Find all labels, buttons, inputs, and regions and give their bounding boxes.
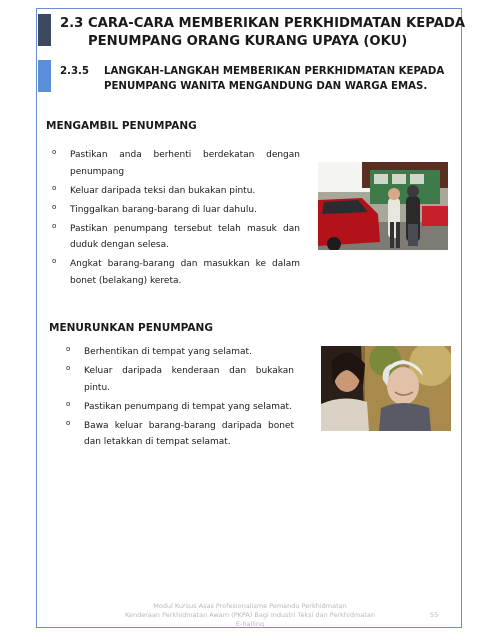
sub-heading-line-1: LANGKAH-LANGKAH MEMBERIKAN PERKHIDMATAN KEPADA [104,66,445,77]
main-heading-line-2: PENUMPANG ORANG KURANG UPAYA (OKU) [88,34,408,49]
bullet-marker: o [52,257,57,265]
section-title-pickup: MENGAMBIL PENUMPANG [46,120,197,132]
list-item: o Berhentikan di tempat yang selamat. [66,345,252,357]
page-frame [36,8,466,628]
bullet-marker: o [52,221,57,230]
dropoff-steps-list [66,344,294,453]
list-item: o Angkat barang-barang dan masukkan ke dalam bonet (belakang) kereta. [52,257,300,286]
sub-heading-number: 2.3.5 [60,66,90,77]
list-item: o Keluar daripada kenderaan dan bukakan pintu. [66,364,294,393]
sub-heading-line-2: PENUMPANG WANITA MENGANDUNG DAN WARGA EMAS. [104,81,428,92]
bullet-marker: o [52,148,57,156]
list-item: o Bawa keluar barang-barang daripada bonet dan letakkan di tempat selamat. [66,418,294,447]
bullet-marker: o [66,345,71,353]
list-item: o Pastikan anda berhenti berdekatan dengan penumpang [52,148,300,177]
bullet-marker: o [66,418,71,427]
bullet-marker: o [66,364,71,372]
section-title-dropoff: MENURUNKAN PENUMPANG [49,322,213,334]
main-heading-line-1: CARA-CARA MEMBERIKAN PERKHIDMATAN KEPADA [88,16,466,31]
bullet-marker: o [52,183,57,192]
bullet-marker: o [66,399,71,408]
elderly-woman-photo [321,346,451,431]
footer-line-3: E-hailing [235,620,265,628]
page-number: 55 [430,611,439,619]
list-item: o Tinggalkan barang-barang di luar dahulu. [52,202,257,215]
list-item: o Pastikan penumpang di tempat yang selamat. [66,399,292,412]
subheading-accent-bar [38,60,51,92]
page-footer [110,602,390,629]
pickup-steps-list [52,147,300,292]
heading-accent-bar [38,14,51,46]
taxi-passenger-photo [318,162,448,250]
bullet-marker: o [52,202,57,211]
list-item: o Pastikan penumpang tersebut telah masuk dan duduk dengan selesa. [52,221,300,250]
list-item: o Keluar daripada teksi dan bukakan pintu. [52,183,256,196]
main-heading-number: 2.3 [60,16,84,31]
footer-line-2: Kenderaan Perkhidmatan Awam (PKPA) Bagi Industri Teksi dan Perkhidmatan [125,611,375,619]
footer-line-1: Modul Kursus Asas Profesionalisme Pemandu Perkhidmatan [153,602,347,610]
